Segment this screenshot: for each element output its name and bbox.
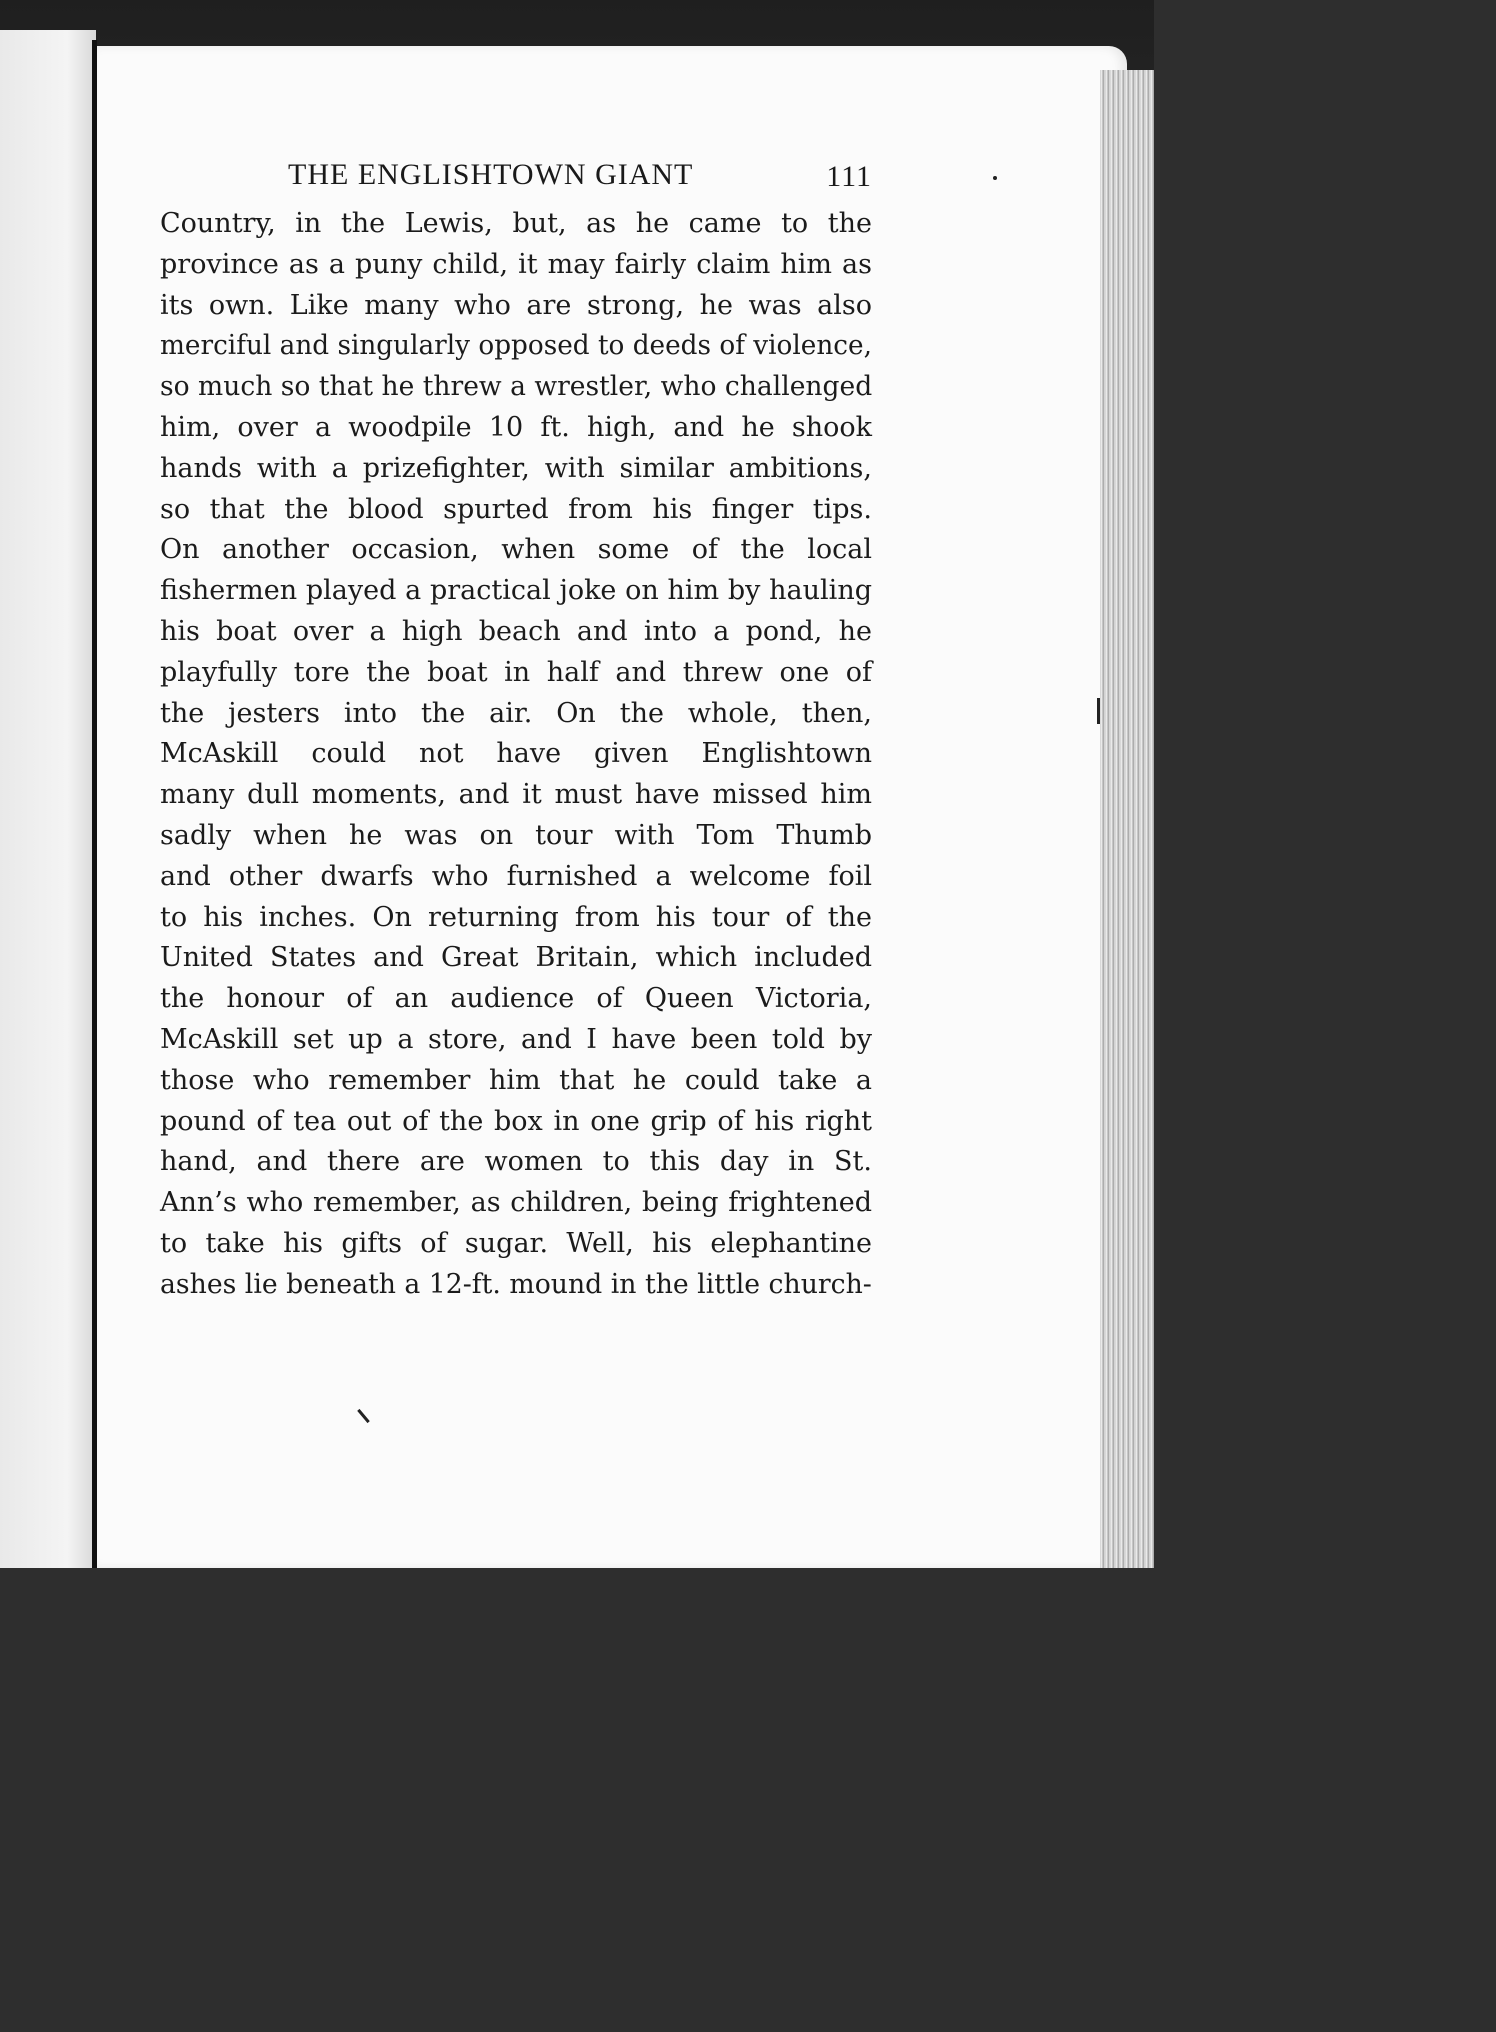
text-line: hand, and there are women to this day in St. <box>160 1146 872 1178</box>
text-line: pound of tea out of the box in one grip of his right <box>160 1105 872 1137</box>
body-text <box>160 204 872 1306</box>
text-line: McAskill set up a store, and I have been told by <box>160 1023 872 1055</box>
text-line: United States and Great Britain, which included <box>160 942 872 974</box>
scan-speck <box>1097 698 1100 724</box>
text-line: province as a puny child, it may fairly claim him as <box>160 248 872 280</box>
text-line: hands with a prizefighter, with similar ambitions, <box>160 452 872 484</box>
text-line: On another occasion, when some of the local <box>160 534 872 566</box>
text-line: his boat over a high beach and into a pond, he <box>160 615 872 647</box>
text-line: and other dwarfs who furnished a welcome foil <box>160 860 872 892</box>
page-number: 111 <box>826 160 872 193</box>
text-line: its own. Like many who are strong, he was also <box>160 289 872 321</box>
text-line: those who remember him that he could take a <box>160 1064 872 1096</box>
facing-page-edge <box>0 30 96 1568</box>
text-line: the honour of an audience of Queen Victoria, <box>160 983 872 1015</box>
text-line: to take his gifts of sugar. Well, his elephantine <box>160 1227 872 1259</box>
text-line: so much so that he threw a wrestler, who challenged <box>160 371 873 403</box>
page-header <box>288 158 880 198</box>
text-line: to his inches. On returning from his tour of the <box>160 901 872 933</box>
text-line: sadly when he was on tour with Tom Thumb <box>160 819 872 851</box>
running-title: THE ENGLISHTOWN GIANT <box>288 158 694 191</box>
text-line: McAskill could not have given Englishtown <box>160 738 872 770</box>
scan-speck <box>993 176 997 180</box>
text-line: him, over a woodpile 10 ft. high, and he shook <box>160 411 872 443</box>
text-line: playfully tore the boat in half and threw one of <box>160 656 872 688</box>
text-line: the jesters into the air. On the whole, then, <box>160 697 872 729</box>
text-line: so that the blood spurted from his finger tips. <box>160 493 872 525</box>
text-line: Ann’s who remember, as children, being frightened <box>160 1187 872 1219</box>
text-line: merciful and singularly opposed to deeds of violence, <box>160 330 872 362</box>
text-line: Country, in the Lewis, but, as he came to the <box>160 208 872 239</box>
text-line: fishermen played a practical joke on him by hauling <box>160 575 872 607</box>
text-line: many dull moments, and it must have missed him <box>160 779 872 811</box>
text-line: ashes lie beneath a 12-ft. mound in the little church- <box>160 1268 872 1300</box>
page-stack-edge <box>1100 70 1154 1568</box>
